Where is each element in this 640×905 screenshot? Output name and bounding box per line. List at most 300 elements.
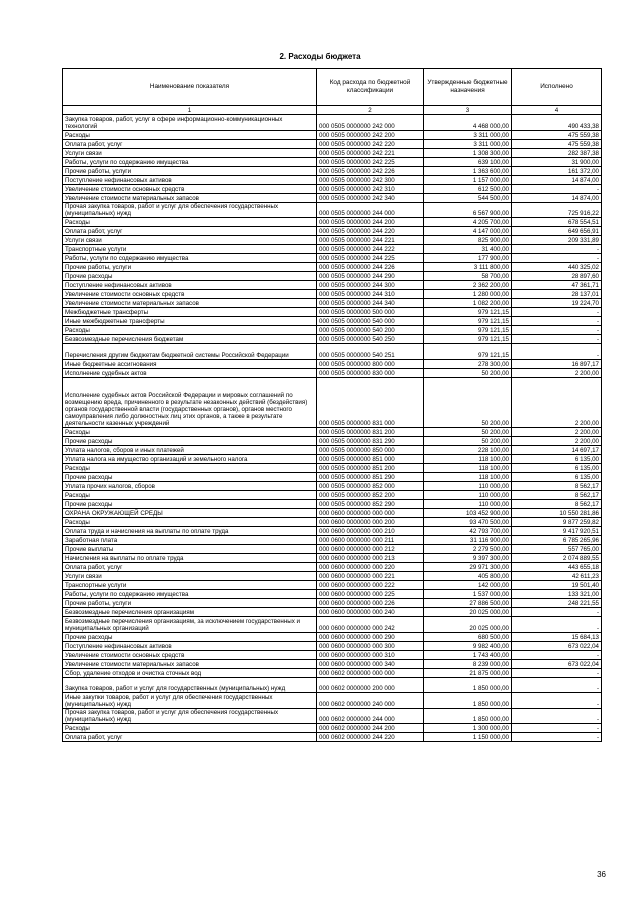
row-name: Прочие расходы: [63, 272, 317, 281]
row-name: Сбор, удаление отходов и очистка сточных вод: [63, 668, 317, 677]
row-executed: -: [512, 608, 602, 617]
row-executed: 8 562,17: [512, 500, 602, 509]
row-code: 000 0505 0000000 540 251: [317, 344, 424, 360]
row-approved: 1 850 000,00: [424, 693, 512, 709]
row-executed: -: [512, 317, 602, 326]
table-row: [63, 554, 602, 563]
row-executed: -: [512, 326, 602, 335]
table-row: [63, 650, 602, 659]
row-executed: -: [512, 344, 602, 360]
row-approved: 1 850 000,00: [424, 708, 512, 724]
row-code: 000 0600 0000000 000 220: [317, 563, 424, 572]
table-row: [63, 130, 602, 139]
row-approved: 9 397 300,00: [424, 554, 512, 563]
row-approved: 979 121,15: [424, 335, 512, 344]
row-approved: 142 000,00: [424, 581, 512, 590]
row-code: 000 0505 0000000 244 221: [317, 236, 424, 245]
row-code: 000 0600 0000000 000 212: [317, 545, 424, 554]
row-executed: 19 501,40: [512, 581, 602, 590]
table-row: [63, 632, 602, 641]
column-number: 4: [512, 106, 602, 115]
row-approved: 21 875 000,00: [424, 668, 512, 677]
row-code: 000 0600 0000000 000 242: [317, 617, 424, 633]
row-code: 000 0600 0000000 000 290: [317, 632, 424, 641]
row-executed: 475 559,38: [512, 139, 602, 148]
table-row: [63, 344, 602, 360]
table-row: [63, 563, 602, 572]
row-code: 000 0600 0000000 000 310: [317, 650, 424, 659]
row-name: Исполнение судебных актов Российской Федерации и мировых соглашений по возмещению вреда, причиненного в результате незаконных действий (бездействия) органов государственной власти (государственных органов), органов местного самоуправления либо должностных лиц этих органов, а также в результате деятельности казенных учреждений: [63, 377, 317, 428]
row-executed: 8 562,17: [512, 491, 602, 500]
table-row: [63, 245, 602, 254]
row-code: 000 0505 0000000 244 290: [317, 272, 424, 281]
row-code: 000 0505 0000000 830 000: [317, 368, 424, 377]
row-name: Начисления на выплаты по оплате труда: [63, 554, 317, 563]
row-approved: 3 111 800,00: [424, 263, 512, 272]
table-row: [63, 326, 602, 335]
row-name: Расходы: [63, 518, 317, 527]
row-name: Прочая закупка товаров, работ и услуг для обеспечения государственных (муниципальных) нужд: [63, 202, 317, 218]
table-row: [63, 175, 602, 184]
row-executed: 490 433,38: [512, 115, 602, 131]
row-executed: 8 562,17: [512, 482, 602, 491]
row-approved: 1 157 000,00: [424, 175, 512, 184]
row-approved: 1 150 000,00: [424, 733, 512, 742]
table-row: [63, 659, 602, 668]
row-name: Оплата работ, услуг: [63, 733, 317, 742]
row-code: 000 0505 0000000 831 200: [317, 428, 424, 437]
row-approved: 177 900,00: [424, 254, 512, 263]
row-executed: -: [512, 245, 602, 254]
row-executed: 47 361,71: [512, 281, 602, 290]
row-name: Прочие выплаты: [63, 545, 317, 554]
row-approved: 3 311 000,00: [424, 130, 512, 139]
table-row: [63, 227, 602, 236]
header-executed: Исполнено: [512, 69, 602, 106]
row-name: Безвозмездные перечисления бюджетам: [63, 335, 317, 344]
row-executed: -: [512, 308, 602, 317]
row-approved: 979 121,15: [424, 308, 512, 317]
row-executed: 6 135,00: [512, 455, 602, 464]
row-approved: 31 400,00: [424, 245, 512, 254]
row-executed: 28 897,60: [512, 272, 602, 281]
row-name: Увеличение стоимости основных средств: [63, 650, 317, 659]
table-row: [63, 368, 602, 377]
table-row: [63, 263, 602, 272]
row-name: Перечисления другим бюджетам бюджетной системы Российской Федерации: [63, 344, 317, 360]
row-code: 000 0505 0000000 244 300: [317, 281, 424, 290]
row-code: 000 0600 0000000 000 225: [317, 590, 424, 599]
table-row: [63, 482, 602, 491]
row-name: Услуги связи: [63, 572, 317, 581]
row-name: Услуги связи: [63, 236, 317, 245]
row-name: Прочие расходы: [63, 500, 317, 509]
row-code: 000 0600 0000000 000 222: [317, 581, 424, 590]
row-code: 000 0505 0000000 242 226: [317, 166, 424, 175]
table-row: [63, 254, 602, 263]
row-executed: -: [512, 254, 602, 263]
row-name: Прочие работы, услуги: [63, 166, 317, 175]
row-name: Поступление нефинансовых активов: [63, 175, 317, 184]
row-approved: 20 025 000,00: [424, 608, 512, 617]
row-name: Оплата труда и начисления на выплаты по оплате труда: [63, 527, 317, 536]
row-approved: 3 311 000,00: [424, 139, 512, 148]
row-approved: 1 743 400,00: [424, 650, 512, 659]
row-approved: 278 300,00: [424, 359, 512, 368]
row-name: Работы, услуги по содержанию имущества: [63, 157, 317, 166]
row-executed: 6 135,00: [512, 464, 602, 473]
row-name: Прочие расходы: [63, 473, 317, 482]
row-approved: 1 300 000,00: [424, 724, 512, 733]
table-row: [63, 491, 602, 500]
row-executed: 31 900,00: [512, 157, 602, 166]
table-row: [63, 236, 602, 245]
table-row: [63, 437, 602, 446]
row-executed: 15 684,13: [512, 632, 602, 641]
row-name: Иные межбюджетные трансферты: [63, 317, 317, 326]
row-approved: 4 147 000,00: [424, 227, 512, 236]
row-executed: 725 916,22: [512, 202, 602, 218]
row-approved: 31 116 900,00: [424, 536, 512, 545]
row-code: 000 0505 0000000 244 220: [317, 227, 424, 236]
row-executed: 42 611,23: [512, 572, 602, 581]
header-expense-code: Код расхода по бюджетной классификации: [317, 69, 424, 106]
row-name: Безвозмездные перечисления организациям, за исключением государственных и муниципальных организаций: [63, 617, 317, 633]
header-indicator-name: Наименование показателя: [63, 69, 317, 106]
row-approved: 405 800,00: [424, 572, 512, 581]
row-executed: -: [512, 335, 602, 344]
table-row: [63, 272, 602, 281]
table-row: [63, 518, 602, 527]
row-code: 000 0600 0000000 000 000: [317, 509, 424, 518]
row-code: 000 0505 0000000 500 000: [317, 308, 424, 317]
row-code: 000 0505 0000000 831 290: [317, 437, 424, 446]
row-name: Уплата налогов, сборов и иных платежей: [63, 446, 317, 455]
row-approved: 118 100,00: [424, 455, 512, 464]
row-executed: 16 897,17: [512, 359, 602, 368]
row-code: 000 0602 0000000 244 200: [317, 724, 424, 733]
row-executed: 2 074 889,55: [512, 554, 602, 563]
row-name: Увеличение стоимости основных средств: [63, 290, 317, 299]
row-code: 000 0600 0000000 000 340: [317, 659, 424, 668]
row-approved: 110 000,00: [424, 482, 512, 491]
row-approved: 4 468 000,00: [424, 115, 512, 131]
table-row: [63, 464, 602, 473]
row-approved: 1 082 200,00: [424, 299, 512, 308]
row-code: 000 0505 0000000 242 000: [317, 115, 424, 131]
row-code: 000 0600 0000000 000 300: [317, 641, 424, 650]
row-executed: 28 137,01: [512, 290, 602, 299]
row-name: Транспортные услуги: [63, 245, 317, 254]
table-row: [63, 708, 602, 724]
row-name: Закупка товаров, работ, услуг в сфере информационно-коммуникационных технологий: [63, 115, 317, 131]
row-approved: 544 500,00: [424, 193, 512, 202]
row-code: 000 0602 0000000 000 000: [317, 668, 424, 677]
row-code: 000 0600 0000000 000 221: [317, 572, 424, 581]
row-approved: 110 000,00: [424, 500, 512, 509]
row-approved: 118 100,00: [424, 464, 512, 473]
table-row: [63, 608, 602, 617]
row-name: Работы, услуги по содержанию имущества: [63, 590, 317, 599]
row-executed: 475 559,38: [512, 130, 602, 139]
row-name: Безвозмездные перечисления организациям: [63, 608, 317, 617]
row-code: 000 0505 0000000 244 340: [317, 299, 424, 308]
row-approved: 6 567 900,00: [424, 202, 512, 218]
row-code: 000 0505 0000000 852 290: [317, 500, 424, 509]
page-number: 36: [597, 870, 606, 879]
table-row: [63, 733, 602, 742]
row-name: Услуги связи: [63, 148, 317, 157]
row-code: 000 0505 0000000 244 310: [317, 290, 424, 299]
row-name: Уплата прочих налогов, сборов: [63, 482, 317, 491]
row-executed: -: [512, 724, 602, 733]
row-name: Расходы: [63, 218, 317, 227]
row-executed: -: [512, 617, 602, 633]
row-approved: 2 362 200,00: [424, 281, 512, 290]
row-executed: -: [512, 693, 602, 709]
row-name: Увеличение стоимости материальных запасов: [63, 299, 317, 308]
row-approved: 680 500,00: [424, 632, 512, 641]
row-executed: 443 655,18: [512, 563, 602, 572]
row-code: 000 0505 0000000 850 000: [317, 446, 424, 455]
row-approved: 110 000,00: [424, 491, 512, 500]
row-executed: 248 221,55: [512, 599, 602, 608]
row-executed: 161 372,00: [512, 166, 602, 175]
row-name: Уплата налога на имущество организаций и земельного налога: [63, 455, 317, 464]
row-executed: 678 554,51: [512, 218, 602, 227]
row-executed: -: [512, 708, 602, 724]
row-code: 000 0505 0000000 244 000: [317, 202, 424, 218]
row-executed: 649 656,91: [512, 227, 602, 236]
row-code: 000 0505 0000000 852 200: [317, 491, 424, 500]
row-executed: -: [512, 184, 602, 193]
table-row: [63, 599, 602, 608]
row-executed: 133 321,00: [512, 590, 602, 599]
row-approved: 1 280 000,00: [424, 290, 512, 299]
row-name: Увеличение стоимости материальных запасов: [63, 193, 317, 202]
table-row: [63, 455, 602, 464]
row-name: Расходы: [63, 428, 317, 437]
row-name: Межбюджетные трансферты: [63, 308, 317, 317]
table-row: [63, 184, 602, 193]
table-row: [63, 536, 602, 545]
row-approved: 29 971 300,00: [424, 563, 512, 572]
row-executed: 2 200,00: [512, 437, 602, 446]
row-name: Поступление нефинансовых активов: [63, 281, 317, 290]
table-row: [63, 693, 602, 709]
row-approved: 27 886 500,00: [424, 599, 512, 608]
row-approved: 8 239 000,00: [424, 659, 512, 668]
row-code: 000 0505 0000000 851 290: [317, 473, 424, 482]
table-row: [63, 509, 602, 518]
table-row: [63, 500, 602, 509]
row-approved: 50 200,00: [424, 368, 512, 377]
row-executed: 14 697,17: [512, 446, 602, 455]
row-code: 000 0505 0000000 540 250: [317, 335, 424, 344]
row-code: 000 0505 0000000 851 200: [317, 464, 424, 473]
row-executed: 2 200,00: [512, 428, 602, 437]
row-code: 000 0505 0000000 540 200: [317, 326, 424, 335]
row-executed: -: [512, 733, 602, 742]
table-row: [63, 617, 602, 633]
row-approved: 4 205 700,00: [424, 218, 512, 227]
table-row: [63, 148, 602, 157]
row-executed: -: [512, 677, 602, 693]
row-code: 000 0505 0000000 242 220: [317, 139, 424, 148]
row-code: 000 0505 0000000 242 221: [317, 148, 424, 157]
row-executed: 19 224,70: [512, 299, 602, 308]
row-name: Иные закупки товаров, работ и услуг для обеспечения государственных (муниципальных) нужд: [63, 693, 317, 709]
row-code: 000 0505 0000000 242 225: [317, 157, 424, 166]
row-code: 000 0505 0000000 852 000: [317, 482, 424, 491]
table-row: [63, 545, 602, 554]
row-name: Закупка товаров, работ и услуг для государственных (муниципальных) нужд: [63, 677, 317, 693]
table-row: [63, 572, 602, 581]
row-code: 000 0505 0000000 244 200: [317, 218, 424, 227]
row-approved: 979 121,15: [424, 344, 512, 360]
row-executed: 9 877 259,82: [512, 518, 602, 527]
row-name: Прочие работы, услуги: [63, 599, 317, 608]
row-approved: 612 500,00: [424, 184, 512, 193]
table-row: [63, 527, 602, 536]
row-executed: 2 200,00: [512, 377, 602, 428]
row-executed: 9 417 920,51: [512, 527, 602, 536]
row-executed: 557 765,00: [512, 545, 602, 554]
row-executed: -: [512, 650, 602, 659]
table-row: [63, 590, 602, 599]
row-name: Оплата работ, услуг: [63, 227, 317, 236]
row-executed: 14 874,00: [512, 175, 602, 184]
row-code: 000 0505 0000000 851 000: [317, 455, 424, 464]
row-approved: 103 452 900,00: [424, 509, 512, 518]
row-approved: 2 279 500,00: [424, 545, 512, 554]
row-approved: 93 470 500,00: [424, 518, 512, 527]
row-name: Прочие работы, услуги: [63, 263, 317, 272]
row-code: 000 0600 0000000 000 200: [317, 518, 424, 527]
row-name: Расходы: [63, 130, 317, 139]
row-code: 000 0602 0000000 244 220: [317, 733, 424, 742]
row-name: Оплата работ, услуг: [63, 563, 317, 572]
row-executed: 14 874,00: [512, 193, 602, 202]
table-row: [63, 428, 602, 437]
row-name: Расходы: [63, 464, 317, 473]
row-name: Иные бюджетные ассигнования: [63, 359, 317, 368]
row-name: Заработная плата: [63, 536, 317, 545]
row-approved: 1 308 300,00: [424, 148, 512, 157]
row-code: 000 0505 0000000 242 300: [317, 175, 424, 184]
row-approved: 1 363 600,00: [424, 166, 512, 175]
row-approved: 58 700,00: [424, 272, 512, 281]
row-code: 000 0505 0000000 242 310: [317, 184, 424, 193]
header-approved: Утвержденные бюджетные назначения: [424, 69, 512, 106]
table-row: [63, 308, 602, 317]
row-executed: 209 331,89: [512, 236, 602, 245]
row-code: 000 0505 0000000 800 000: [317, 359, 424, 368]
table-row: [63, 668, 602, 677]
row-name: ОХРАНА ОКРУЖАЮЩЕЙ СРЕДЫ: [63, 509, 317, 518]
table-row: [63, 359, 602, 368]
row-name: Исполнение судебных актов: [63, 368, 317, 377]
row-name: Увеличение стоимости материальных запасов: [63, 659, 317, 668]
row-name: Увеличение стоимости основных средств: [63, 184, 317, 193]
table-row: [63, 724, 602, 733]
table-row: [63, 115, 602, 131]
column-number: 3: [424, 106, 512, 115]
row-name: Расходы: [63, 491, 317, 500]
row-approved: 1 537 000,00: [424, 590, 512, 599]
row-executed: 673 022,04: [512, 659, 602, 668]
row-executed: 2 200,00: [512, 368, 602, 377]
table-row: [63, 377, 602, 428]
row-code: 000 0602 0000000 200 000: [317, 677, 424, 693]
table-row: [63, 446, 602, 455]
row-approved: 20 025 000,00: [424, 617, 512, 633]
row-code: 000 0505 0000000 831 000: [317, 377, 424, 428]
row-code: 000 0600 0000000 000 210: [317, 527, 424, 536]
row-code: 000 0602 0000000 244 000: [317, 708, 424, 724]
column-number: 2: [317, 106, 424, 115]
table-row: [63, 166, 602, 175]
row-code: 000 0505 0000000 242 340: [317, 193, 424, 202]
row-name: Оплата работ, услуг: [63, 139, 317, 148]
row-name: Расходы: [63, 724, 317, 733]
row-approved: 979 121,15: [424, 326, 512, 335]
row-code: 000 0600 0000000 000 226: [317, 599, 424, 608]
table-row: [63, 581, 602, 590]
row-executed: 673 022,04: [512, 641, 602, 650]
row-executed: 282 387,38: [512, 148, 602, 157]
column-number: 1: [63, 106, 317, 115]
row-executed: 10 550 281,86: [512, 509, 602, 518]
table-row: [63, 335, 602, 344]
table-row: [63, 473, 602, 482]
row-executed: 440 325,02: [512, 263, 602, 272]
table-row: [63, 281, 602, 290]
table-row: [63, 157, 602, 166]
row-code: 000 0505 0000000 244 225: [317, 254, 424, 263]
row-approved: 118 100,00: [424, 473, 512, 482]
row-name: Расходы: [63, 326, 317, 335]
row-approved: 50 200,00: [424, 377, 512, 428]
row-code: 000 0600 0000000 000 240: [317, 608, 424, 617]
row-executed: 6 785 265,96: [512, 536, 602, 545]
row-approved: 1 850 000,00: [424, 677, 512, 693]
row-code: 000 0600 0000000 000 213: [317, 554, 424, 563]
row-name: Транспортные услуги: [63, 581, 317, 590]
row-approved: 42 793 700,00: [424, 527, 512, 536]
row-approved: 979 121,15: [424, 317, 512, 326]
table-row: [63, 290, 602, 299]
row-approved: 639 100,00: [424, 157, 512, 166]
row-name: Работы, услуги по содержанию имущества: [63, 254, 317, 263]
row-executed: 6 135,00: [512, 473, 602, 482]
row-code: 000 0600 0000000 000 211: [317, 536, 424, 545]
row-approved: 50 200,00: [424, 437, 512, 446]
table-row: [63, 317, 602, 326]
row-code: 000 0505 0000000 244 226: [317, 263, 424, 272]
row-name: Прочие расходы: [63, 632, 317, 641]
section-title: 2. Расходы бюджета: [279, 52, 361, 61]
row-name: Прочие расходы: [63, 437, 317, 446]
table-row: [63, 139, 602, 148]
table-row: [63, 677, 602, 693]
table-row: [63, 641, 602, 650]
row-approved: 825 900,00: [424, 236, 512, 245]
table-row: [63, 193, 602, 202]
row-name: Прочая закупка товаров, работ и услуг для обеспечения государственных (муниципальных) нужд: [63, 708, 317, 724]
row-code: 000 0505 0000000 244 222: [317, 245, 424, 254]
row-code: 000 0505 0000000 242 200: [317, 130, 424, 139]
